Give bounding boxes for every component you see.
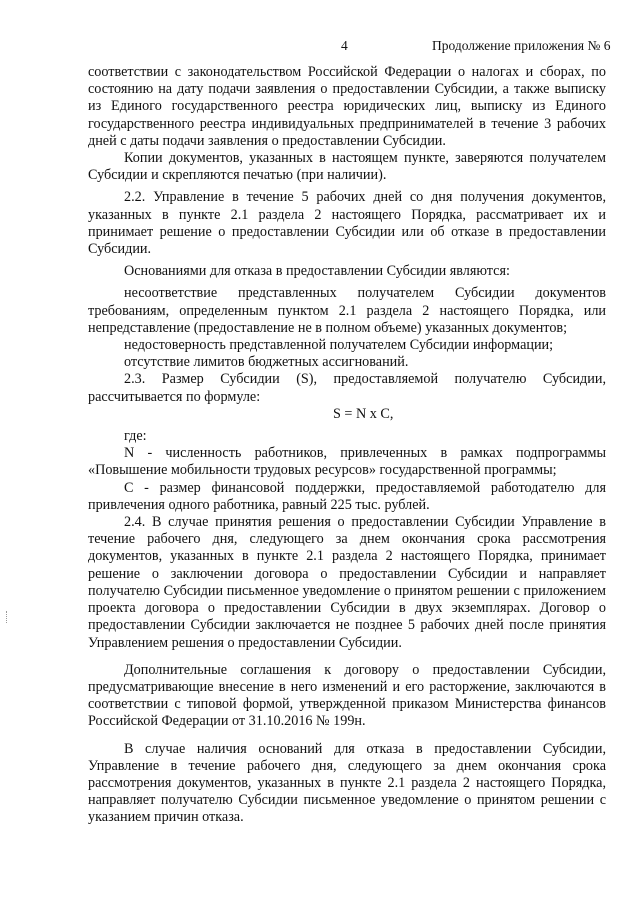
paragraph-copies-certified: Копии документов, указанных в настоящем пункте, заверяются получателем Субсидии и скрепляются печатью (при наличии). (88, 150, 606, 184)
paragraph-ground-mismatch: несоответствие представленных получателем Субсидии документов требованиям, определенным пунктом 2.1 раздела 2 настоящего Порядка, или непредставление (предоставление не в полном объеме) указанных документов; (88, 285, 606, 336)
paragraph-ground-unreliable: недостоверность представленной получателем Субсидии информации; (124, 337, 554, 354)
paragraph-ground-no-limits: отсутствие лимитов бюджетных ассигнований. (124, 354, 409, 371)
subsidy-formula: S = N x C, (333, 405, 394, 422)
paragraph-additional-agreements: Дополнительные соглашения к договору о предоставлении Субсидии, предусматривающие внесение в него изменений и его расторжение, заключаются в соответствии с типовой формой, утвержденной приказом Министерства финансов Российской Федерации от 31.10.2016 № 199н. (88, 661, 606, 730)
paragraph-refusal-notice: В случае наличия оснований для отказа в предоставлении Субсидии, Управление в течение рабочего дня, следующего за днем окончания срока рассмотрения документов, указанных в пункте 2.1 раздела 2 настоящего Порядка, направляет получателю Субсидии письменное уведомление о принятом решении с указанием причин отказа. (88, 740, 606, 826)
scan-margin-mark (6, 611, 9, 623)
paragraph-2-3-amount: 2.3. Размер Субсидии (S), предоставляемой получателю Субсидии, рассчитывается по формуле: (88, 371, 606, 405)
paragraph-2-4-decision: 2.4. В случае принятия решения о предоставлении Субсидии Управление в течение рабочего дня, следующего за днем окончания срока рассмотрения документов, указанных в пункте 2.1 раздела 2 настоящего Порядка, принимает решение о заключении договора о предоставлении Субсидии и направляет получателю Субсидии письменное уведомление о принятом решении с приложением проекта договора о предоставлении Субсидии в двух экземплярах. Договор о предоставлении Субсидии заключается не позднее 5 рабочих дней после принятия Управлением решения о предоставлении Субсидии. (88, 514, 606, 651)
paragraph-2-2-review: 2.2. Управление в течение 5 рабочих дней со дня получения документов, указанных в пункте 2.1 раздела 2 настоящего Порядка, рассматривает их и принимает решение о предоставлении Субсидии или об отказе в предоставлении Субсидии. (88, 189, 606, 258)
formula-where-label: где: (124, 428, 147, 445)
paragraph-tax-statement: соответствии с законодательством Российской Федерации о налогах и сборах, по состоянию на дату подачи заявления о предоставлении Субсидии, а также выписку из Единого государственного реестра юридических лиц, выписку из Единого государственного реестра индивидуальных предпринимателей в течение 3 рабочих дней с даты подачи заявления о предоставлении Субсидии. (88, 64, 606, 149)
formula-def-n: N - численность работников, привлеченных в рамках подпрограммы «Повышение мобильности трудовых ресурсов» государственной программы; (88, 445, 606, 479)
appendix-continuation-label: Продолжение приложения № 6 (432, 38, 611, 53)
page-number: 4 (341, 38, 348, 53)
paragraph-refusal-grounds: Основаниями для отказа в предоставлении Субсидии являются: (124, 263, 510, 280)
document-body (88, 64, 606, 827)
formula-def-c: С - размер финансовой поддержки, предоставляемой работодателю для привлечения одного работника, равный 225 тыс. рублей. (88, 479, 606, 513)
